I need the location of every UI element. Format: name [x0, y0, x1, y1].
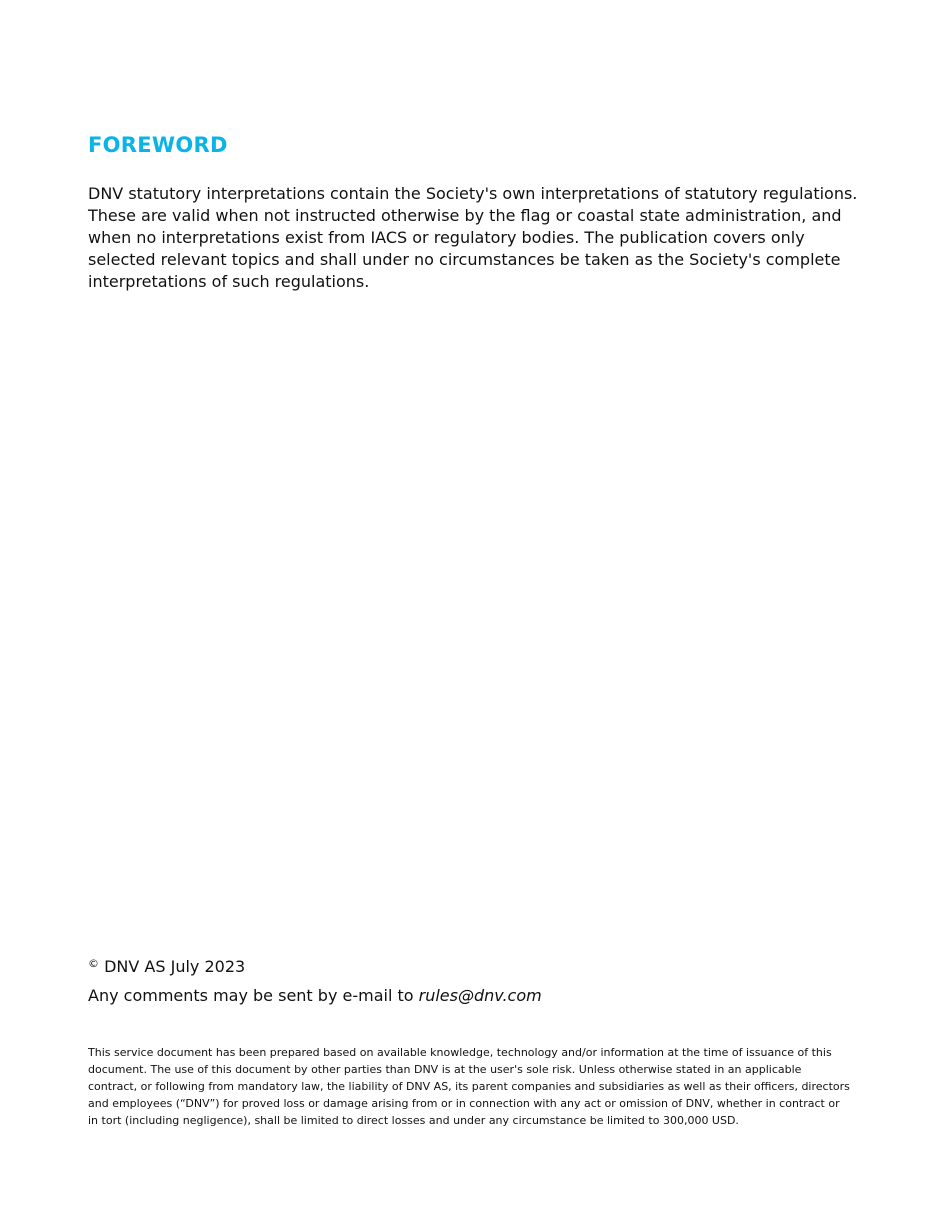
comments-line	[88, 985, 858, 1007]
copyright-symbol: ©	[88, 957, 99, 970]
disclaimer-paragraph: This service document has been prepared based on available knowledge, technology and/or information at the time of issuance of this document. The use of this document by other parties than DNV is at the user's sole risk. Unless otherwise stated in an applicable contract, or following from mandatory law, the liability of DNV AS, its parent companies and subsidiaries as well as their officers, directors and employees (“DNV”) for proved loss or damage arising from or in connection with any act or omission of DNV, whether in contract or in tort (including negligence), shall be limited to direct losses and under any circumstance be limited to 300,000 USD.	[88, 1046, 850, 1127]
foreword-heading: FOREWORD	[88, 133, 228, 157]
copyright-line	[88, 953, 858, 978]
copyright-text: DNV AS July 2023	[99, 957, 246, 976]
foreword-paragraph: DNV statutory interpretations contain the Society's own interpretations of statutory regulations. These are valid when not instructed otherwise by the flag or coastal state administration, and when no interpretations exist from IACS or regulatory bodies. The publication covers only selected relevant topics and shall under no circumstances be taken as the Society's complete interpretations of such regulations.	[88, 184, 858, 291]
comments-prefix: Any comments may be sent by e-mail to	[88, 986, 419, 1005]
email-link[interactable]: rules@dnv.com	[418, 986, 542, 1005]
